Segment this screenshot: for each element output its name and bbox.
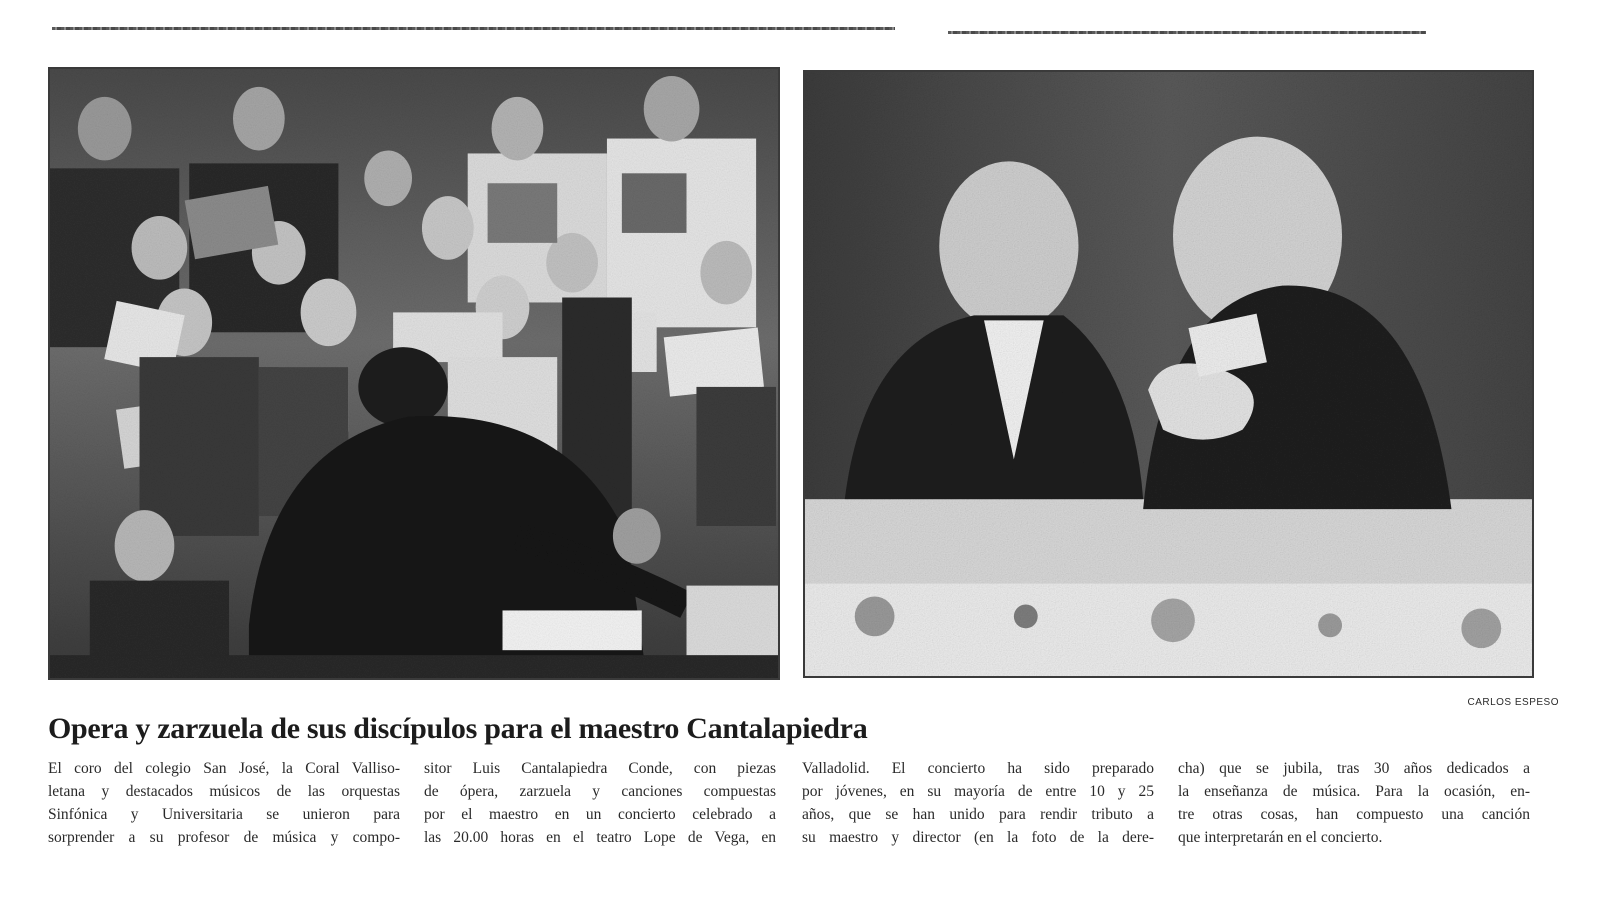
article-line: letana y destacados músicos de las orquestas: [48, 783, 400, 800]
article-line: que interpretarán en el concierto.: [1178, 829, 1383, 846]
article-line: cha) que se jubila, tras 30 años dedicados a: [1178, 760, 1530, 777]
article-line: Sinfónica y Universitaria se unieron para: [48, 806, 400, 823]
article-column-2: [424, 757, 776, 849]
article-column-4: [1178, 757, 1530, 849]
photo-credit: CARLOS ESPESO: [1467, 697, 1559, 708]
article-line: su maestro y director (en la foto de la dere-: [802, 829, 1154, 846]
article-line: la enseñanza de música. Para la ocasión, en-: [1178, 783, 1530, 800]
article-headline: Opera y zarzuela de sus discípulos para el maestro Cantalapiedra: [48, 712, 868, 745]
article-line: Valladolid. El concierto ha sido preparado: [802, 760, 1154, 777]
article-line: por jóvenes, en su mayoría de entre 10 y 25: [802, 783, 1154, 800]
top-rule-left: [52, 27, 895, 30]
article-column-1: [48, 757, 400, 849]
article-line: de ópera, zarzuela y canciones compuestas: [424, 783, 776, 800]
article-body: [48, 757, 1556, 857]
article-line: años, que se han unido para rendir tributo a: [802, 806, 1154, 823]
choir-photo: [48, 67, 780, 680]
maestro-photo: [803, 70, 1534, 678]
article-line: sorprender a su profesor de música y compo-: [48, 829, 400, 846]
choir-photo-image: [50, 69, 778, 678]
article-column-3: [802, 757, 1154, 849]
article-line: tre otras cosas, han compuesto una canción: [1178, 806, 1530, 823]
top-rule-right: [948, 31, 1426, 34]
article-line: por el maestro en un concierto celebrado a: [424, 806, 776, 823]
article-line: las 20.00 horas en el teatro Lope de Vega, en: [424, 829, 776, 846]
article-line: sitor Luis Cantalapiedra Conde, con piezas: [424, 760, 776, 777]
maestro-photo-image: [805, 72, 1532, 676]
article-line: El coro del colegio San José, la Coral Valliso-: [48, 760, 400, 777]
